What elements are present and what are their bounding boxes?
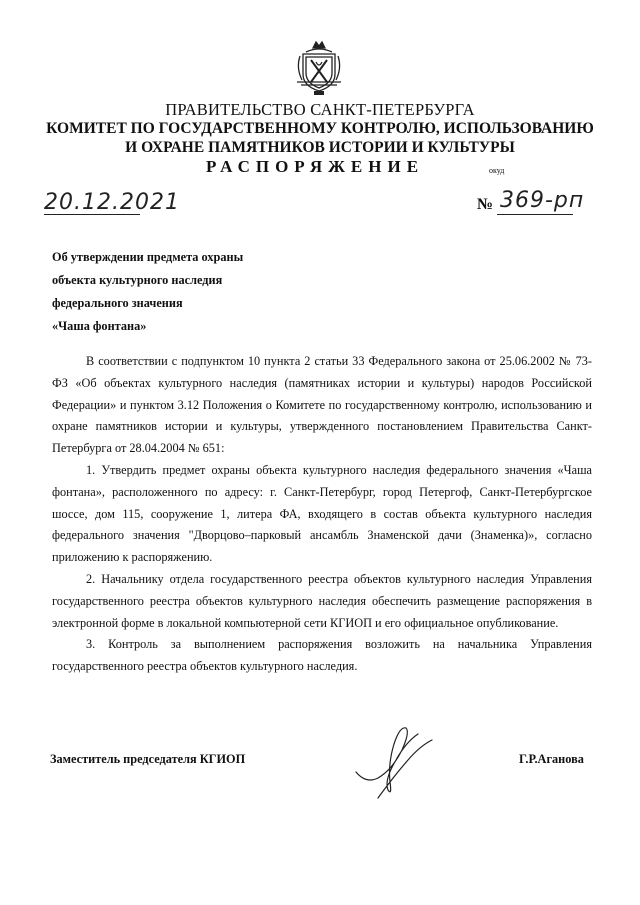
signatory-title: Заместитель председателя КГИОП [50,752,246,766]
okud-label: окуд [489,166,505,175]
item-1-paragraph: 1. Утвердить предмет охраны объекта культурного наследия федерального значения «Чаша фонтана», расположенного по адресу: г. Санкт-Петербург, город Петергоф, Санкт-Петербургское шоссе, дом 115, сооружение 1, литера ФА, входящего в состав объекта культурного наследия федерального значения "Дворцово–парковый ансамбль Знаменской дачи (Знаменка)», согласно приложению к распоряжению. [52,462,592,565]
item-2-paragraph: 2. Начальнику отдела государственного реестра объектов культурного наследия Управления государственного реестра объектов культурного наследия обеспечить размещение распоряжения в электронной форме в локальной компьютерной сети КГИОП и его официальное опубликование. [52,571,592,630]
signatory-name: Г.Р.Аганова [519,752,584,766]
number-underline [497,214,573,215]
preamble-paragraph: В соответствии с подпунктом 10 пункта 2 статьи 33 Федерального закона от 25.06.2002 № 73-ФЗ «Об объектах культурного наследия (памятниках истории и культуры) народов Российской Федерации» и пунктом 3.12 Положения о Комитете по государственному контролю, использованию и охране памятников истории и культуры, утвержденного постановлением Правительства Санкт-Петербурга от 28.04.2004 № 651: [52,354,592,456]
document-number: 369-рп [500,188,585,213]
subject-line-4: «Чаша фонтана» [52,319,147,333]
number-sign: № [477,196,494,213]
coat-of-arms-icon [294,38,344,96]
subject-line-3: федерального значения [52,296,183,310]
document-type: РАСПОРЯЖЕНИЕ [205,157,425,176]
item-3-paragraph: 3. Контроль за выполнением распоряжения возложить на начальника Управления государственного реестра объектов культурного наследия. [52,637,592,674]
subject-line-2: объекта культурного наследия [52,273,223,287]
handwritten-signature [348,720,438,800]
date-underline [44,214,140,215]
government-name: ПРАВИТЕЛЬСТВО САНКТ-ПЕТЕРБУРГА [165,100,475,119]
document-date: 20.12.2021 [44,190,180,215]
committee-name-line1: КОМИТЕТ ПО ГОСУДАРСТВЕННОМУ КОНТРОЛЮ, ИСПОЛЬЗОВАНИЮ [46,120,594,137]
committee-name-line2: И ОХРАНЕ ПАМЯТНИКОВ ИСТОРИИ И КУЛЬТУРЫ [125,139,515,156]
document-body [52,351,592,678]
subject-line-1: Об утверждении предмета охраны [52,250,244,264]
